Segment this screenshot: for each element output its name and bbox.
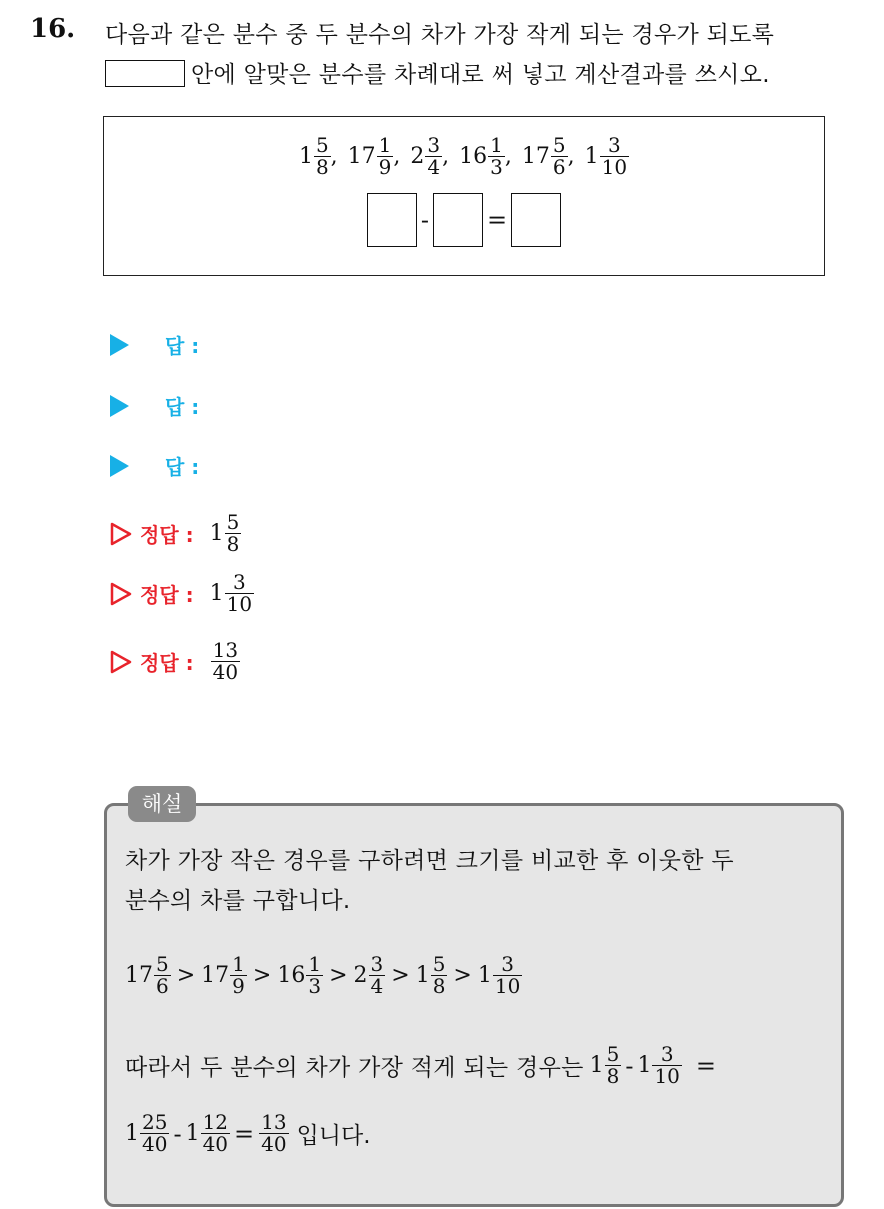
problem-box (103, 116, 825, 276)
whole-part: 16 (459, 144, 488, 169)
denominator: 4 (427, 155, 441, 179)
fraction (369, 954, 386, 997)
whole-part: 1 (125, 1121, 139, 1146)
correct-value-3 (210, 640, 240, 683)
fraction (225, 572, 254, 615)
correct-value-2 (210, 572, 254, 615)
whole-part: 1 (589, 1053, 604, 1078)
mixed-number (478, 954, 522, 997)
denominator: 40 (212, 660, 239, 684)
denominator: 10 (654, 1064, 680, 1088)
inline-blank-box (105, 60, 185, 87)
whole-part: 1 (584, 144, 599, 169)
whole-part: 17 (521, 144, 550, 169)
fraction (230, 954, 247, 997)
solution-tag: 해설 (128, 786, 196, 822)
fraction (425, 135, 442, 178)
mixed-number (186, 1112, 230, 1155)
denominator: 3 (308, 974, 322, 998)
comma-separator: , (330, 144, 338, 169)
mixed-number (201, 954, 247, 997)
numerator: 5 (432, 952, 446, 976)
outline-triangle-icon (110, 650, 132, 674)
denominator: 40 (142, 1132, 168, 1156)
fraction (306, 954, 323, 997)
minus-sign: - (420, 206, 429, 234)
fraction (211, 640, 240, 683)
denominator: 4 (370, 974, 384, 998)
question-number: 16. (30, 14, 76, 44)
play-triangle-icon (110, 334, 129, 356)
numerator: 3 (607, 133, 621, 157)
mixed-number (125, 954, 171, 997)
solution-line4-tail: 입니다. (296, 1123, 371, 1149)
numerator: 25 (142, 1110, 168, 1134)
whole-part: 1 (185, 1121, 200, 1146)
minus-sign: - (625, 1051, 634, 1080)
mixed-number (125, 1112, 169, 1155)
comma-separator: , (504, 144, 512, 169)
correct-value-1 (210, 512, 242, 555)
comma-separator: , (393, 144, 401, 169)
greater-than-sign: > (252, 963, 272, 988)
subtrahend-box[interactable] (433, 193, 483, 247)
fraction-list (104, 135, 824, 178)
whole-part: 1 (209, 581, 224, 606)
correct-label: 정답 : (140, 523, 194, 547)
mixed-number (299, 135, 331, 178)
answer-line-1[interactable] (110, 330, 199, 359)
denominator: 9 (378, 155, 392, 179)
equals-sign: = (487, 206, 508, 234)
numerator: 5 (156, 952, 169, 976)
fraction (140, 1112, 169, 1155)
denominator: 8 (315, 155, 329, 179)
whole-part: 1 (298, 144, 313, 169)
numerator: 3 (427, 133, 441, 157)
denominator: 3 (490, 155, 503, 179)
equals-sign: = (695, 1051, 717, 1080)
denominator: 8 (226, 532, 240, 556)
mixed-number (348, 135, 394, 178)
minuend-box[interactable] (367, 193, 417, 247)
numerator: 5 (226, 510, 240, 534)
numerator: 1 (232, 952, 245, 976)
mixed-number (637, 1044, 681, 1087)
numerator: 3 (232, 570, 246, 594)
correct-answer-3 (110, 640, 240, 683)
fraction (600, 135, 629, 178)
numerator: 3 (501, 952, 514, 976)
numerator: 1 (378, 133, 392, 157)
denominator: 10 (601, 155, 628, 179)
minus-sign: - (173, 1119, 182, 1148)
correct-answer-1 (110, 512, 241, 555)
mixed-number (459, 135, 505, 178)
mixed-number (522, 135, 568, 178)
greater-than-sign: > (329, 963, 348, 988)
fraction (377, 135, 394, 178)
solution-line3 (125, 1044, 720, 1087)
mixed-number (590, 1044, 622, 1087)
solution-line4 (125, 1112, 371, 1155)
correct-label: 정답 : (140, 583, 194, 607)
outline-triangle-icon (110, 522, 132, 546)
answer-line-2[interactable] (110, 391, 199, 420)
answer-label: 답 : (165, 455, 200, 479)
denominator: 6 (552, 155, 566, 179)
denominator: 6 (156, 974, 169, 998)
whole-part: 17 (125, 963, 153, 988)
denominator: 40 (261, 1132, 287, 1156)
denominator: 8 (432, 974, 446, 998)
fraction (493, 954, 522, 997)
mixed-number (416, 954, 448, 997)
solution-line3-text: 따라서 두 분수의 차가 가장 적게 되는 경우는 (125, 1055, 584, 1081)
whole-part: 2 (353, 963, 368, 988)
equals-sign: = (234, 1119, 255, 1148)
comma-separator: , (567, 144, 575, 169)
answer-label: 답 : (165, 334, 200, 358)
denominator: 10 (226, 592, 253, 616)
numerator: 13 (261, 1110, 287, 1134)
whole-part: 17 (347, 144, 376, 169)
mixed-number (354, 954, 386, 997)
whole-part: 1 (209, 521, 224, 546)
numerator: 1 (490, 133, 503, 157)
answer-line-3[interactable] (110, 451, 199, 480)
fraction (652, 1044, 681, 1087)
answer-label: 답 : (165, 395, 200, 419)
mixed-number (410, 135, 442, 178)
fraction (314, 135, 331, 178)
numerator: 1 (308, 952, 322, 976)
denominator: 9 (232, 974, 245, 998)
numerator: 5 (552, 133, 566, 157)
correct-answer-2 (110, 572, 254, 615)
denominator: 8 (606, 1064, 620, 1088)
whole-part: 17 (201, 963, 230, 988)
equation-row (104, 193, 824, 247)
solution-order-inequality (125, 954, 522, 997)
fraction (201, 1112, 230, 1155)
fraction (154, 954, 171, 997)
result-box[interactable] (511, 193, 561, 247)
numerator: 5 (315, 133, 329, 157)
question-text-line2 (105, 56, 770, 89)
numerator: 3 (370, 952, 384, 976)
whole-part: 1 (415, 963, 430, 988)
numerator: 12 (202, 1110, 229, 1134)
question-text-line2-body: 안에 알맞은 분수를 차례대로 써 넣고 계산결과를 쓰시오. (191, 62, 770, 88)
whole-part: 2 (410, 144, 425, 169)
mixed-number (277, 954, 323, 997)
numerator: 13 (212, 638, 239, 662)
correct-label: 정답 : (140, 651, 194, 675)
fraction (551, 135, 568, 178)
fraction (225, 512, 242, 555)
solution-line1: 차가 가장 작은 경우를 구하려면 크기를 비교한 후 이웃한 두 (125, 848, 734, 874)
denominator: 10 (494, 974, 521, 998)
greater-than-sign: > (453, 963, 472, 988)
greater-than-sign: > (176, 963, 196, 988)
greater-than-sign: > (391, 963, 410, 988)
fraction (259, 1112, 288, 1155)
comma-separator: , (442, 144, 450, 169)
numerator: 3 (660, 1042, 674, 1066)
whole-part: 1 (477, 963, 492, 988)
play-triangle-icon (110, 455, 129, 477)
denominator: 40 (202, 1132, 229, 1156)
fraction (605, 1044, 622, 1087)
fraction (488, 135, 505, 178)
numerator: 5 (606, 1042, 620, 1066)
question-text-line1: 다음과 같은 분수 중 두 분수의 차가 가장 작게 되는 경우가 되도록 (105, 22, 775, 48)
whole-part: 16 (277, 963, 306, 988)
outline-triangle-icon (110, 582, 132, 606)
whole-part: 1 (637, 1053, 652, 1078)
fraction (431, 954, 448, 997)
mixed-number (585, 135, 629, 178)
play-triangle-icon (110, 395, 129, 417)
solution-line2: 분수의 차를 구합니다. (125, 888, 351, 914)
